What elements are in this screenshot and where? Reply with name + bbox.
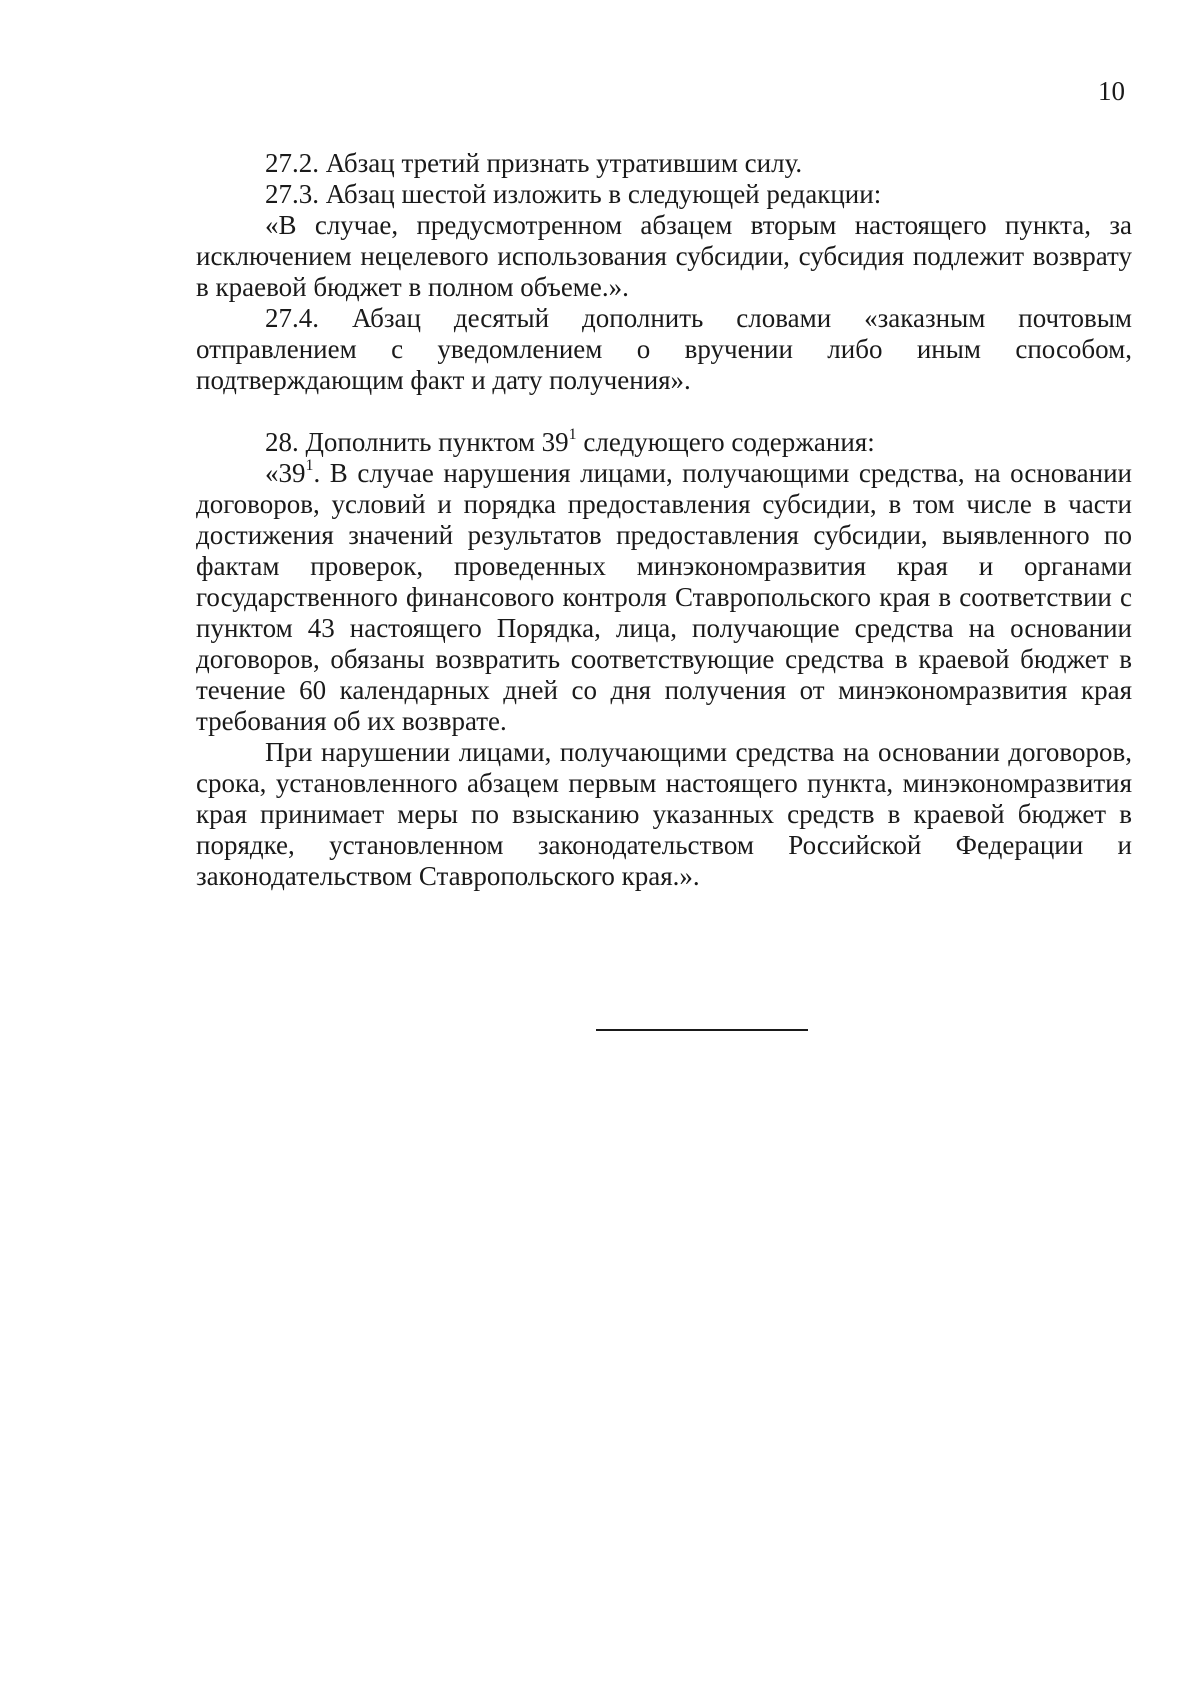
paragraph-28	[196, 427, 1132, 458]
paragraph-27-2: 27.2. Абзац третий признать утратившим силу.	[265, 148, 803, 178]
paragraph-39-1-text-end: . В случае нарушения лицами, получающими средства, на основании договоров, условий и порядка предоставления субсидии, в том числе в части достижения значений результатов предоставления субсидии, выявленного по фактам проверок, проведенных минэкономразвития края и органами государственного финансового контроля Ставропольского края в соответствии с пунктом 43 настоящего Порядка, лица, получающие средства на основании договоров, обязаны возвратить соответствующие средства в краевой бюджет в течение 60 календарных дней со дня получения от минэкономразвития края требования об их возврате.	[196, 458, 1132, 736]
paragraph-27-3-quote: «В случае, предусмотренном абзацем вторым настоящего пункта, за исключением нецелевого использования субсидии, субсидия подлежит возврату в краевой бюджет в полном объеме.».	[196, 210, 1132, 302]
paragraph-27-3: 27.3. Абзац шестой изложить в следующей редакции:	[265, 179, 882, 209]
superscript-1: 1	[305, 457, 314, 474]
paragraph-39-1	[196, 458, 1132, 737]
paragraph-28-text-start: 28. Дополнить пунктом 39	[265, 427, 569, 457]
paragraph-28-text-end: следующего содержания:	[576, 427, 875, 457]
end-of-document-rule	[596, 1029, 808, 1031]
document-body	[196, 148, 1132, 892]
paragraph-39-1-text-start: «39	[265, 458, 306, 488]
superscript-1: 1	[568, 426, 577, 443]
page-number: 10	[1098, 76, 1125, 106]
paragraph-27-4: 27.4. Абзац десятый дополнить словами «заказным почтовым отправлением с уведомлением о вручении либо иным способом, подтверждающим факт и дату получения».	[196, 303, 1132, 395]
paragraph-39-1-second: При нарушении лицами, получающими средства на основании договоров, срока, установленного абзацем первым настоящего пункта, минэкономразвития края принимает меры по взысканию указанных средств в краевой бюджет в порядке, установленном законодательством Российской Федерации и законодательством Ставропольского края.».	[196, 737, 1132, 891]
